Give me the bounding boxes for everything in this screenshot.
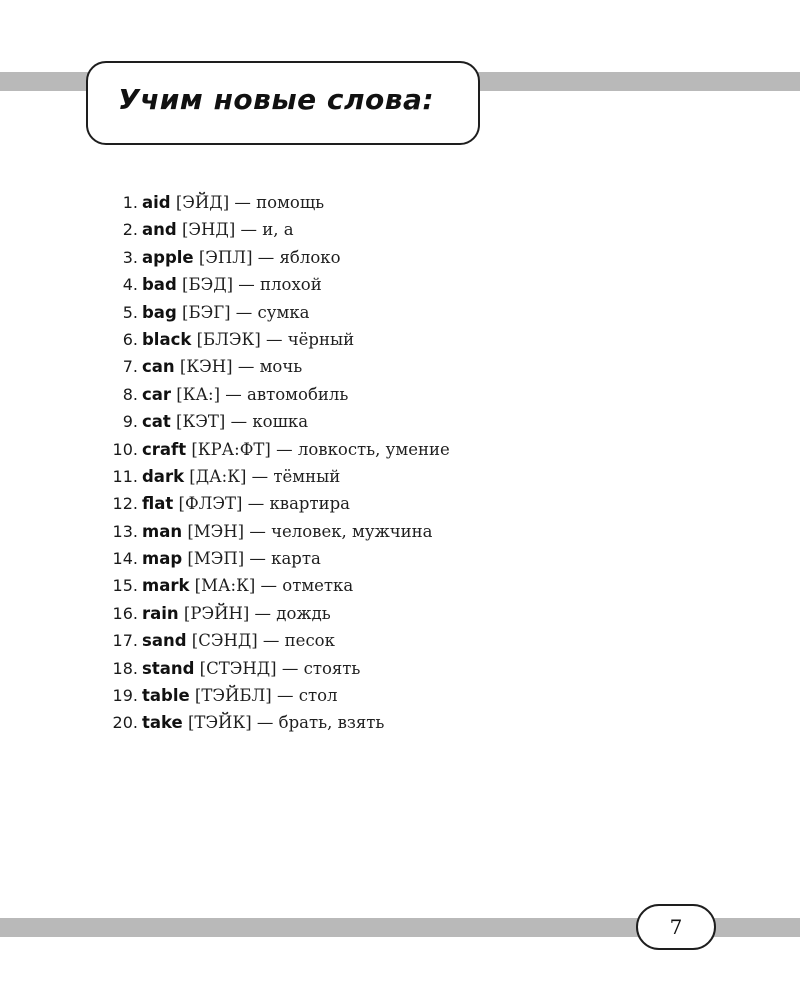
vocabulary-item	[100, 627, 450, 654]
english-word: cat	[142, 412, 171, 432]
english-word: table	[142, 686, 190, 706]
item-number: 20.	[112, 713, 138, 733]
translation: [СЭНД] — песок	[186, 631, 335, 651]
translation: [ЭПЛ] — яблоко	[193, 247, 341, 267]
english-word: black	[142, 329, 192, 349]
translation: [КЭН] — мочь	[174, 357, 303, 377]
vocabulary-item	[100, 436, 450, 463]
vocabulary-item	[100, 709, 450, 736]
item-number: 6.	[122, 329, 138, 349]
item-number: 4.	[122, 275, 138, 295]
english-word: mark	[142, 576, 190, 596]
translation: [ТЭЙК] — брать, взять	[182, 713, 385, 733]
translation: [ДА:К] — тёмный	[184, 466, 341, 486]
english-word: take	[142, 713, 183, 733]
item-number: 8.	[122, 384, 138, 404]
vocabulary-item	[100, 518, 450, 545]
item-number: 2.	[122, 220, 138, 240]
vocabulary-item	[100, 299, 450, 326]
page-title: Учим новые слова:	[118, 83, 435, 116]
vocabulary-item	[100, 682, 450, 709]
item-number: 18.	[112, 658, 138, 678]
translation: [СТЭНД] — стоять	[194, 658, 361, 678]
english-word: craft	[142, 439, 187, 459]
item-number: 11.	[112, 466, 138, 486]
translation: [РЭЙН] — дождь	[178, 603, 331, 623]
translation: [ФЛЭТ] — квартира	[173, 494, 350, 514]
english-word: dark	[142, 466, 185, 486]
english-word: bag	[142, 302, 177, 322]
title-box	[86, 61, 480, 145]
page-number: 7	[669, 915, 683, 939]
item-number: 3.	[122, 247, 138, 267]
english-word: aid	[142, 193, 171, 212]
item-number: 15.	[112, 576, 138, 596]
item-number: 9.	[122, 412, 138, 432]
item-number: 14.	[112, 549, 138, 569]
vocabulary-item	[100, 326, 450, 353]
english-word: map	[142, 549, 183, 569]
vocabulary-item	[100, 545, 450, 572]
item-number: 17.	[112, 631, 138, 651]
english-word: man	[142, 521, 183, 541]
item-number: 13.	[112, 521, 138, 541]
vocabulary-item	[100, 381, 450, 408]
page-number-badge	[636, 904, 716, 950]
item-number: 10.	[112, 439, 138, 459]
english-word: rain	[142, 603, 179, 623]
english-word: stand	[142, 658, 195, 678]
vocabulary-item	[100, 572, 450, 599]
translation: [ТЭЙБЛ] — стол	[189, 686, 338, 706]
translation: [БЛЭК] — чёрный	[191, 329, 355, 349]
vocabulary-item	[100, 490, 450, 517]
vocabulary-item	[100, 408, 450, 435]
item-number: 1.	[122, 193, 138, 212]
translation: [ЭЙД] — помощь	[170, 193, 325, 212]
translation: [МЭН] — человек, мужчина	[182, 521, 433, 541]
english-word: sand	[142, 631, 187, 651]
item-number: 19.	[112, 686, 138, 706]
item-number: 16.	[112, 603, 138, 623]
item-number: 5.	[122, 302, 138, 322]
vocabulary-item	[100, 353, 450, 380]
vocabulary-item	[100, 216, 450, 243]
item-number: 12.	[112, 494, 138, 514]
vocabulary-item	[100, 600, 450, 627]
vocabulary-item	[100, 463, 450, 490]
english-word: and	[142, 220, 177, 240]
vocabulary-item	[100, 655, 450, 682]
translation: [МА:К] — отметка	[189, 576, 354, 596]
english-word: apple	[142, 247, 194, 267]
translation: [ЭНД] — и, а	[176, 220, 294, 240]
vocabulary-item	[100, 189, 450, 216]
vocabulary-item	[100, 244, 450, 271]
translation: [БЭГ] — сумка	[176, 302, 310, 322]
vocabulary-list	[100, 189, 450, 737]
english-word: flat	[142, 494, 174, 514]
translation: [БЭД] — плохой	[176, 275, 322, 295]
vocabulary-item	[100, 271, 450, 298]
translation: [КРА:ФТ] — ловкость, умение	[186, 439, 450, 459]
translation: [КА:] — автомобиль	[171, 384, 349, 404]
english-word: can	[142, 357, 175, 377]
english-word: car	[142, 384, 172, 404]
translation: [КЭТ] — кошка	[170, 412, 309, 432]
translation: [МЭП] — карта	[182, 549, 321, 569]
item-number: 7.	[122, 357, 138, 377]
english-word: bad	[142, 275, 177, 295]
